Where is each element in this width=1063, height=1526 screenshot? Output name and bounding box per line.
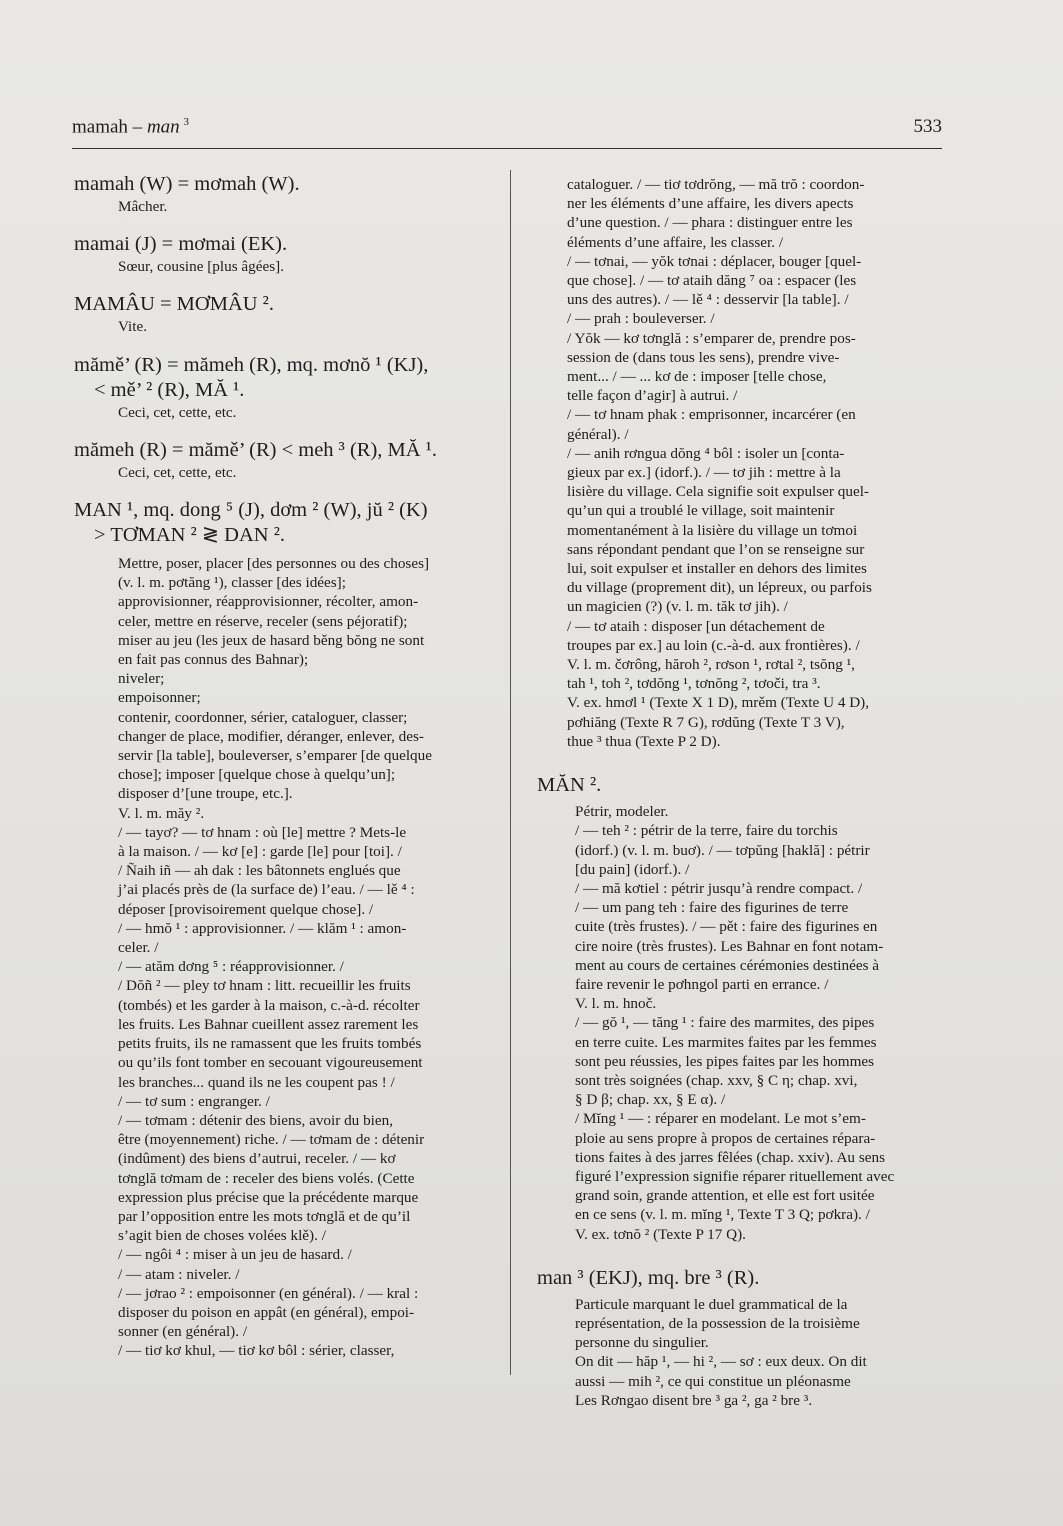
text-line: troupes par ex.] au loin (c.-à-d. aux frontières). / xyxy=(567,636,860,654)
text-line: / — um pang teh : faire des figurines de terre xyxy=(575,899,849,917)
entry-headword: mamah (W) = mơmah (W). xyxy=(74,173,300,195)
text-line: (indûment) des biens d’autrui, receler. / — kơ xyxy=(118,1150,396,1168)
text-line: sont peu réussies, les pipes faites par les hommes xyxy=(575,1052,875,1070)
text-line: d’une question. / — phara : distinguer entre les xyxy=(567,214,853,232)
entry-definition: Mâcher. xyxy=(118,198,168,215)
running-head-entry-range: mamah – man $^3$ xyxy=(72,116,189,138)
text-line: / Mĭng ¹ — : réparer en modelant. Le mot s’em- xyxy=(575,1110,866,1128)
text-line: [du pain] (idorf.). / xyxy=(575,860,690,878)
text-line: / — tơ hnam phak : emprisonner, incarcérer (en xyxy=(567,406,856,424)
text-line: V. ex. hmơl ¹ (Texte X 1 D), mrěm (Texte U 4 D), xyxy=(567,694,870,712)
text-line: être (moyennement) riche. / — tơmam de : détenir xyxy=(118,1131,425,1149)
text-line: thue ³ thua (Texte P 2 D). xyxy=(567,732,721,750)
text-line: général). / xyxy=(567,425,629,443)
entry-mamai xyxy=(74,232,502,276)
entry-mamah xyxy=(74,172,502,216)
text-line: cuite (très frustes). / — pět : faire des figurines en xyxy=(575,918,878,936)
text-line: / — tiơ kơ khul, — tiơ kơ bôl : sérier, classer, xyxy=(118,1342,395,1360)
text-line: / — tơ ataih : disposer [un détachement de xyxy=(567,617,825,635)
text-line: / — tơmam : détenir des biens, avoir du bien, xyxy=(118,1111,394,1129)
text-line: § D β; chap. xx, § E α). / xyxy=(575,1091,726,1109)
text-line: ou qu’ils font tomber en secouant vigoureusement xyxy=(118,1054,423,1072)
text-line: lisière du village. Cela signifie soit expulser quel- xyxy=(567,483,869,501)
text-line: celer. / xyxy=(118,939,159,957)
entry-man1 xyxy=(74,498,502,1361)
text-line: telle façon d’agir] à autrui. / xyxy=(567,387,738,405)
text-line: faire revenir le pơhngol parti en errance. / xyxy=(575,975,829,993)
text-line: sonner (en général). / xyxy=(118,1323,248,1341)
text-line: / — prah : bouleverser. / xyxy=(567,310,715,328)
entry-definition: Sœur, cousine [plus âgées]. xyxy=(118,258,284,276)
entry-body xyxy=(575,1295,955,1410)
text-line: figuré l’expression signifie réparer rituellement avec xyxy=(575,1167,895,1185)
text-line: celer, mettre en réserve, receler (sens péjoratif); xyxy=(118,612,408,630)
entry-headword: MAMÂU = MƠMÂU ². xyxy=(74,293,274,316)
text-line: niveler; xyxy=(118,670,165,688)
entry-man2 xyxy=(537,773,955,1244)
text-line: / Yŏk — kơ tơnglă : s’emparer de, prendre pos- xyxy=(567,329,856,347)
text-line: par l’opposition entre les mots tơnglă et de qu’il xyxy=(118,1207,411,1225)
text-line: gieux par ex.] (idorf.). / — tơ jih : mettre à la xyxy=(567,464,841,482)
text-line: représentation, de la possession de la troisième xyxy=(575,1314,860,1332)
text-line: lui, soit expulser et installer en dehors des limites xyxy=(567,560,867,578)
text-line: tions faites à des jarres fêlées (chap. xxiv). Au sens xyxy=(575,1148,885,1166)
entry-headword: MĂN ². xyxy=(537,774,602,797)
text-line: V. l. m. măy ². xyxy=(118,804,205,822)
text-line: Mettre, poser, placer [des personnes ou des choses] xyxy=(118,555,430,573)
entry-definition: Ceci, cet, cette, etc. xyxy=(118,403,237,421)
text-line: / — anih rơngua dŏng ⁴ bôl : isoler un [conta- xyxy=(567,444,845,462)
text-line: contenir, coordonner, sérier, cataloguer, classer; xyxy=(118,708,408,726)
text-line: / — teh ² : pétrir de la terre, faire du torchis xyxy=(575,822,838,840)
entry-mameh xyxy=(74,438,502,482)
text-line: personne du singulier. xyxy=(575,1334,709,1352)
entry-body xyxy=(118,554,502,1361)
text-line: grand soin, grande attention, et elle est fort usitée xyxy=(575,1187,875,1205)
text-line: / Dŏñ ² — pley tơ hnam : litt. recueillir les fruits xyxy=(118,977,411,995)
text-line: / — tơnai, — yŏk tơnai : déplacer, bouger [quel- xyxy=(567,252,862,270)
text-line: servir [la table], bouleverser, s’emparer [de quelque xyxy=(118,747,432,765)
entry-headword: MAN ¹, mq. dong ⁵ (J), dơm ² (W), jŭ ² (K) xyxy=(74,499,428,522)
text-line: / — atam : niveler. / xyxy=(118,1265,240,1283)
text-line: éléments d’une affaire, les classer. / xyxy=(567,233,784,251)
text-line: / — gŏ ¹, — tăng ¹ : faire des marmites, des pipes xyxy=(575,1014,875,1032)
entry-mame xyxy=(74,353,502,422)
text-line: momentanément à la lisière du village un tơmoi xyxy=(567,521,858,539)
entry-definition: Ceci, cet, cette, etc. xyxy=(118,463,237,481)
text-line: ploie au sens propre à propos de certaines répara- xyxy=(575,1129,876,1147)
entry-headword: man ³ (EKJ), mq. bre ³ (R). xyxy=(537,1266,760,1289)
right-column xyxy=(537,175,955,1422)
text-line: petits fruits, ils ne ramassent que les fruits tombés xyxy=(118,1035,422,1053)
entry-headword: mămeh (R) = mămě’ (R) < meh ³ (R), MĂ ¹. xyxy=(74,438,437,461)
entry-man3 xyxy=(537,1266,955,1410)
text-line: cataloguer. / — tiơ tơdrŏng, — mă trŏ : coordon- xyxy=(567,176,865,193)
text-line: pơhiăng (Texte R 7 G), rơdŭng (Texte T 3 V), xyxy=(567,713,845,731)
entry-man1-continued xyxy=(567,175,955,751)
text-line: On dit — hăp ¹, — hi ², — sơ : eux deux. On dit xyxy=(575,1353,867,1371)
text-line: (tombés) et les garder à la maison, c.-à-d. récolter xyxy=(118,996,420,1014)
entry-mamau xyxy=(74,292,502,336)
text-line: / Ñaih iñ — ah dak : les bâtonnets englués que xyxy=(118,862,401,880)
text-line: un magicien (?) (v. l. m. tăk tơ jih). / xyxy=(567,598,788,616)
text-line: aussi — mih ², ce qui constitue un pléonasme xyxy=(575,1372,851,1390)
text-line: approvisionner, réapprovisionner, récolter, amon- xyxy=(118,593,419,611)
entry-definition: Vite. xyxy=(118,318,148,336)
text-line: / — atăm dơng ⁵ : réapprovisionner. / xyxy=(118,958,344,976)
text-line: Pétrir, modeler. xyxy=(575,803,669,821)
text-line: ment... / — ... kơ de : imposer [telle chose, xyxy=(567,368,827,386)
left-column xyxy=(74,172,502,1373)
text-line: à la maison. / — kơ [e] : garde [le] pour [toi]. / xyxy=(118,843,402,861)
text-line: les branches... quand ils ne les coupent pas ! / xyxy=(118,1073,395,1091)
text-line: qu’un qui a troublé le village, soit maintenir xyxy=(567,502,835,520)
entry-headword-cont: < mě’ ² (R), MĂ ¹. xyxy=(94,378,245,401)
text-line: miser au jeu (les jeux de hasard běng bŏng ne sont xyxy=(118,631,425,649)
text-line: en ce sens (v. l. m. mĭng ¹, Texte T 3 Q; pơkra). / xyxy=(575,1206,870,1224)
text-line: uns des autres). / — lě ⁴ : desservir [la table]. / xyxy=(567,291,849,309)
text-line: en fait pas connus des Bahnar); xyxy=(118,651,309,669)
text-line: les fruits. Les Bahnar cueillent assez rarement les xyxy=(118,1015,419,1033)
text-line: / — mă kơtiel : pétrir jusqu’à rendre compact. / xyxy=(575,879,863,897)
text-line: V. ex. tơnŏ ² (Texte P 17 Q). xyxy=(575,1225,746,1243)
text-line: / — ngôi ⁴ : miser à un jeu de hasard. / xyxy=(118,1246,352,1264)
column-divider xyxy=(510,170,511,1375)
text-line: (v. l. m. pơtăng ¹), classer [des idées]; xyxy=(118,574,346,592)
page-number: 533 xyxy=(913,116,942,137)
entry-headword-cont: > TƠMAN ² ≷ DAN ². xyxy=(94,524,285,547)
text-line: s’agit bien de choses volées klě). / xyxy=(118,1227,326,1245)
entry-headword: mămě’ (R) = mămeh (R), mq. mơnŏ ¹ (KJ), xyxy=(74,353,429,376)
text-line: que chose]. / — tơ ataih dăng ⁷ oa : espacer (les xyxy=(567,272,857,290)
text-line: V. l. m. čơrông, hăroh ², rơson ¹, rơtal ², tsŏng ¹, xyxy=(567,656,855,674)
text-line: V. l. m. hnoč. xyxy=(575,995,657,1013)
text-line: disposer du poison en appât (en général), empoi- xyxy=(118,1303,415,1321)
text-line: sont très soignées (chap. xxv, § C η; chap. xvi, xyxy=(575,1071,858,1089)
text-line: (idorf.) (v. l. m. buơ). / — tơpŭng [haklă] : pétrir xyxy=(575,841,870,859)
text-line: en terre cuite. Les marmites faites par les femmes xyxy=(575,1033,877,1051)
text-line: tơnglă tơmam de : receler des biens volés. (Cette xyxy=(118,1169,415,1187)
text-line: empoisonner; xyxy=(118,689,201,707)
text-line: disposer d’[une troupe, etc.]. xyxy=(118,785,293,803)
text-line: cire noire (très frustes). Les Bahnar en font notam- xyxy=(575,937,884,955)
text-line: expression plus précise que la précédente marque xyxy=(118,1188,419,1206)
text-line: / — hmŏ ¹ : approvisionner. / — klăm ¹ : amon- xyxy=(118,919,407,937)
text-line: / — tơ sum : engranger. / xyxy=(118,1092,270,1110)
text-line: tah ¹, toh ², tơdŏng ¹, tơnŏng ², tơoči, tra ³. xyxy=(567,675,821,693)
text-line: Particule marquant le duel grammatical de la xyxy=(575,1295,848,1313)
entry-body xyxy=(575,802,955,1244)
text-line: changer de place, modifier, déranger, enlever, des- xyxy=(118,727,424,745)
text-line: ner les éléments d’une affaire, les divers apects xyxy=(567,195,854,213)
text-line: déposer [provisoirement quelque chose]. / xyxy=(118,900,374,918)
text-line: du village (proprement dit), un lépreux, ou parfois xyxy=(567,579,872,597)
entry-headword: mamai (J) = mơmai (EK). xyxy=(74,233,288,256)
text-line: / — tayơ? — tơ hnam : où [le] mettre ? Mets-le xyxy=(118,823,407,841)
text-line: / — jơrao ² : empoisonner (en général). / — kral : xyxy=(118,1284,419,1302)
text-line: chose]; imposer [quelque chose à quelqu’un]; xyxy=(118,766,396,784)
text-line: session de (dans tous les sens), prendre vive- xyxy=(567,348,840,366)
text-line: Les Rơngao disent bre ³ ga ², ga ² bre ³. xyxy=(575,1391,813,1409)
header-rule xyxy=(72,148,942,149)
text-line: sans répondant pendant que l’on se renseigne sur xyxy=(567,540,865,558)
running-head xyxy=(72,116,942,144)
text-line: j’ai placés près de (la surface de) l’eau. / — lě ⁴ : xyxy=(118,881,415,899)
text-line: ment au cours de certaines cérémonies destinées à xyxy=(575,956,880,974)
